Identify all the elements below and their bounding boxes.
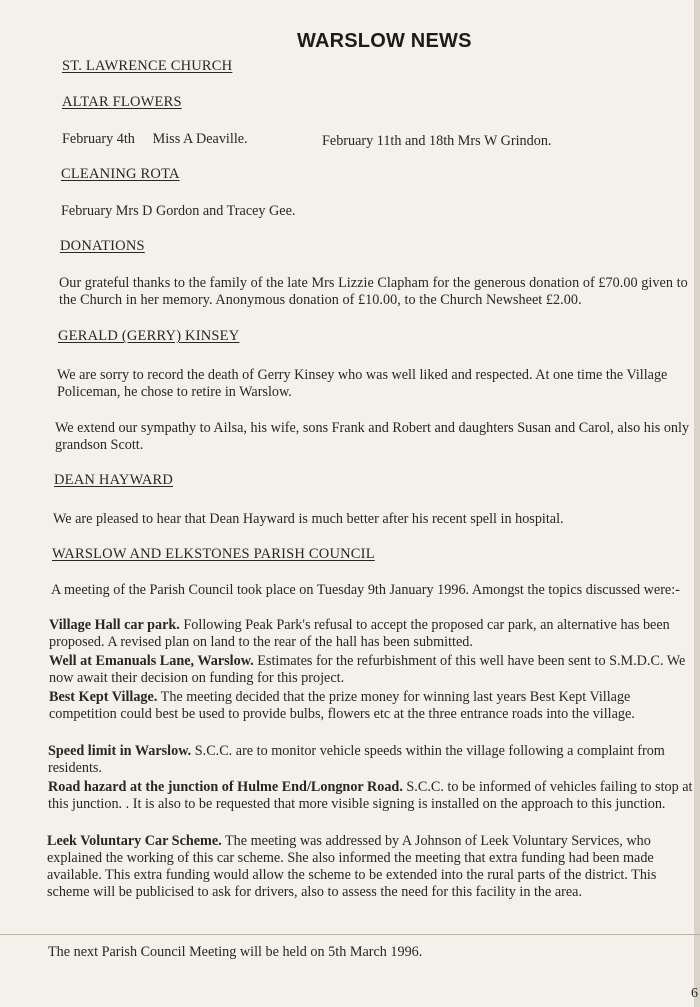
council-intro: A meeting of the Parish Council took place on Tuesday 9th January 1996. Amongst the topics discussed were:- [51,582,680,598]
council-item-text: The meeting was addressed by A Johnson of Leek Voluntary Services, who explained the working of this car scheme. She also informed the meeting that extra funding had been made available. This extra funding would allow the scheme to be extended into the rural parts of the district. This scheme will be publicised to ask for drivers, also to assess the need for this facility in the area. [47,833,657,900]
page-number: 6 [691,986,698,1001]
council-item-speed-limit [48,743,668,777]
kinsey-paragraph-2: We extend our sympathy to Ailsa, his wife, sons Frank and Robert and daughters Susan and Carol, also his only grandson Scott. [55,420,690,453]
council-item-text: S.C.C. to be informed of vehicles failing to stop at this junction. . It is also to be requested that more visible signing is installed on the approach to this junction. [48,779,693,812]
kinsey-paragraph-1: We are sorry to record the death of Gerry Kinsey who was well liked and respected. At one time the Village Policeman, he chose to retire in Warslow. [57,367,668,400]
altar-flowers-right: February 11th and 18th Mrs W Grindon. [322,133,552,149]
council-item-text: S.C.C. are to monitor vehicle speeds within the village following a complaint from residents. [48,743,665,776]
altar-flowers-heading: ALTAR FLOWERS [62,94,182,110]
newsletter-title: WARSLOW NEWS [297,30,472,52]
council-item-well [49,653,695,687]
council-item-car-park [49,617,695,651]
council-item-car-scheme [47,833,697,901]
donations-heading: DONATIONS [60,238,145,254]
council-item-title: Village Hall car park. [49,617,180,633]
council-item-title: Speed limit in Warslow. [48,743,192,759]
council-item-title: Best Kept Village. [49,689,158,705]
council-item-best-kept [49,689,695,723]
council-item-text: Following Peak Park's refusal to accept the proposed car park, an alternative has been proposed. A revised plan on land to the rear of the hall has been submitted. [49,617,670,650]
council-item-title: Well at Emanuals Lane, Warslow. [49,653,254,669]
council-item-road-hazard [48,779,694,813]
council-item-text: The meeting decided that the prize money for winning last years Best Kept Village competition could best be used to provide bulbs, flowers etc at the three entrance roads into the village. [49,689,635,722]
cleaning-rota-text: February Mrs D Gordon and Tracey Gee. [61,203,296,219]
church-heading: ST. LAWRENCE CHURCH [62,58,233,74]
dean-heading: DEAN HAYWARD [54,472,174,488]
dean-text: We are pleased to hear that Dean Hayward is much better after his recent spell in hospital. [53,511,564,527]
council-item-title: Road hazard at the junction of Hulme End/Longnor Road. [48,779,403,795]
donations-text: Our grateful thanks to the family of the late Mrs Lizzie Clapham for the generous donation of £70.00 given to the Church in her memory. Anonymous donation of £10.00, to the Church Newsheet £2.00. [59,275,688,308]
council-item-text: Estimates for the refurbishment of this well have been sent to S.M.D.C. We now await their decision on funding for this project. [49,653,686,686]
next-meeting-text: The next Parish Council Meeting will be held on 5th March 1996. [48,944,423,960]
council-heading: WARSLOW AND ELKSTONES PARISH COUNCIL [52,546,375,562]
kinsey-heading: GERALD (GERRY) KINSEY [58,328,240,344]
council-item-title: Leek Voluntary Car Scheme. [47,833,222,849]
cleaning-rota-heading: CLEANING ROTA [61,166,180,182]
altar-flowers-left: February 4th Miss A Deaville. [62,131,248,147]
page-fold-line [0,934,700,935]
